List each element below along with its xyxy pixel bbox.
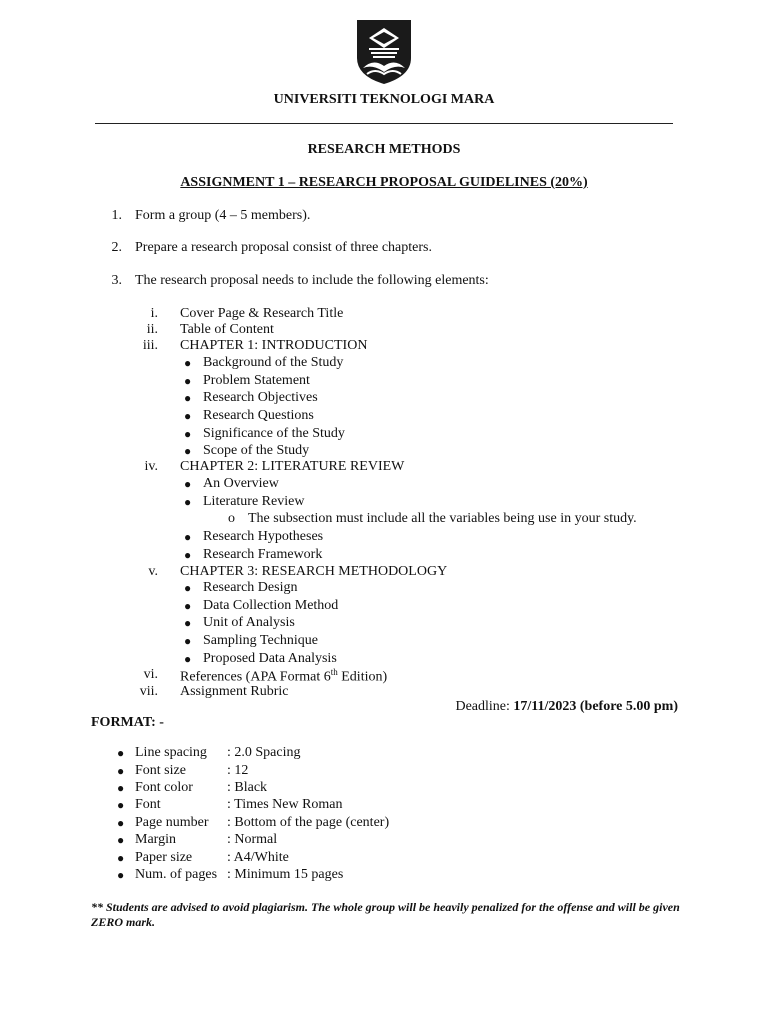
bullet-icon: ● [184,409,192,423]
deadline-label: Deadline: [455,699,514,714]
format-heading: FORMAT: - [91,715,164,730]
element-text: Table of Content [180,322,274,337]
bullet-icon: ● [117,833,125,847]
bullet-icon: ● [184,634,192,648]
format-value: : Bottom of the page (center) [227,815,390,830]
header-divider [95,123,673,124]
bullet-icon: ● [184,616,192,630]
bullet-icon: ● [184,444,192,458]
bullet-icon: ● [184,356,192,370]
element-text [180,667,387,686]
bullet-icon: ● [117,798,125,812]
sub-list-item: The subsection must include all the variables being use in your study. [248,511,637,526]
chapter-heading: CHAPTER 1: INTRODUCTION [180,338,368,353]
element-number: iv. [144,459,158,474]
format-value: : A4/White [227,850,289,865]
superscript: th [330,667,338,677]
list-item: Significance of the Study [203,426,345,441]
references-text-end: Edition) [337,669,388,685]
instruction-number: 3. [111,273,122,288]
assignment-title: ASSIGNMENT 1 – RESEARCH PROPOSAL GUIDELINES (20%) [180,175,588,190]
references-text: References (APA Format 6 [180,669,331,685]
bullet-icon: ● [117,746,125,760]
format-label: Margin [135,832,176,847]
instruction-number: 2. [111,240,122,255]
element-number: vi. [143,667,158,682]
bullet-icon: ● [117,781,125,795]
bullet-icon: ● [184,427,192,441]
bullet-icon: ● [184,530,192,544]
instruction-text: The research proposal needs to include the following elements: [135,273,489,288]
university-logo [355,18,413,86]
list-item: An Overview [203,476,279,491]
list-item: Background of the Study [203,355,344,370]
list-item: Research Hypotheses [203,529,324,544]
element-number: ii. [146,322,158,337]
bullet-icon: ● [184,652,192,666]
format-label: Font [135,797,161,812]
bullet-icon: ● [184,477,192,491]
format-label: Line spacing [135,745,207,760]
list-item: Sampling Technique [203,633,319,648]
list-item: Proposed Data Analysis [203,651,337,666]
list-item: Research Questions [203,408,314,423]
format-value: : Times New Roman [227,797,343,812]
list-item: Research Objectives [203,390,318,405]
format-label: Page number [135,815,209,830]
bullet-icon: ● [184,548,192,562]
element-number: v. [148,564,158,579]
university-name: UNIVERSITI TEKNOLOGI MARA [273,92,495,107]
list-item: Data Collection Method [203,598,339,613]
format-value: : Normal [227,832,278,847]
bullet-icon: ● [117,764,125,778]
bullet-icon: ● [184,391,192,405]
bullet-icon: ● [184,495,192,509]
deadline-value: 17/11/2023 (before 5.00 pm) [513,699,678,714]
bullet-icon: ● [117,851,125,865]
element-number: vii. [139,684,158,699]
element-text: Assignment Rubric [180,684,289,699]
bullet-icon: ● [117,816,125,830]
format-label: Num. of pages [135,867,218,882]
element-text: Cover Page & Research Title [180,306,344,321]
chapter-heading: CHAPTER 3: RESEARCH METHODOLOGY [180,564,448,579]
format-value: : 2.0 Spacing [227,745,301,760]
course-title: RESEARCH METHODS [307,142,461,157]
list-item: Unit of Analysis [203,615,295,630]
circle-bullet-icon: o [228,511,235,526]
instruction-text: Form a group (4 – 5 members). [135,208,311,223]
chapter-heading: CHAPTER 2: LITERATURE REVIEW [180,459,405,474]
deadline [455,699,678,715]
bullet-icon: ● [184,374,192,388]
bullet-icon: ● [117,868,125,882]
list-item: Literature Review [203,494,305,509]
format-value: : Black [227,780,268,795]
format-label: Font color [135,780,193,795]
list-item: Research Design [203,580,298,595]
list-item: Research Framework [203,547,323,562]
format-value: : Minimum 15 pages [227,867,344,882]
list-item: Scope of the Study [203,443,310,458]
element-number: iii. [142,338,158,353]
instruction-number: 1. [111,208,122,223]
format-label: Paper size [135,850,193,865]
format-label: Font size [135,763,186,778]
format-value: : 12 [227,763,249,778]
list-item: Problem Statement [203,373,310,388]
bullet-icon: ● [184,599,192,613]
instruction-text: Prepare a research proposal consist of three chapters. [135,240,432,255]
plagiarism-note: ** Students are advised to avoid plagiarism. The whole group will be heavily penalized for the offense and will be given ZERO mark. [91,900,680,929]
bullet-icon: ● [184,581,192,595]
element-number: i. [150,306,158,321]
